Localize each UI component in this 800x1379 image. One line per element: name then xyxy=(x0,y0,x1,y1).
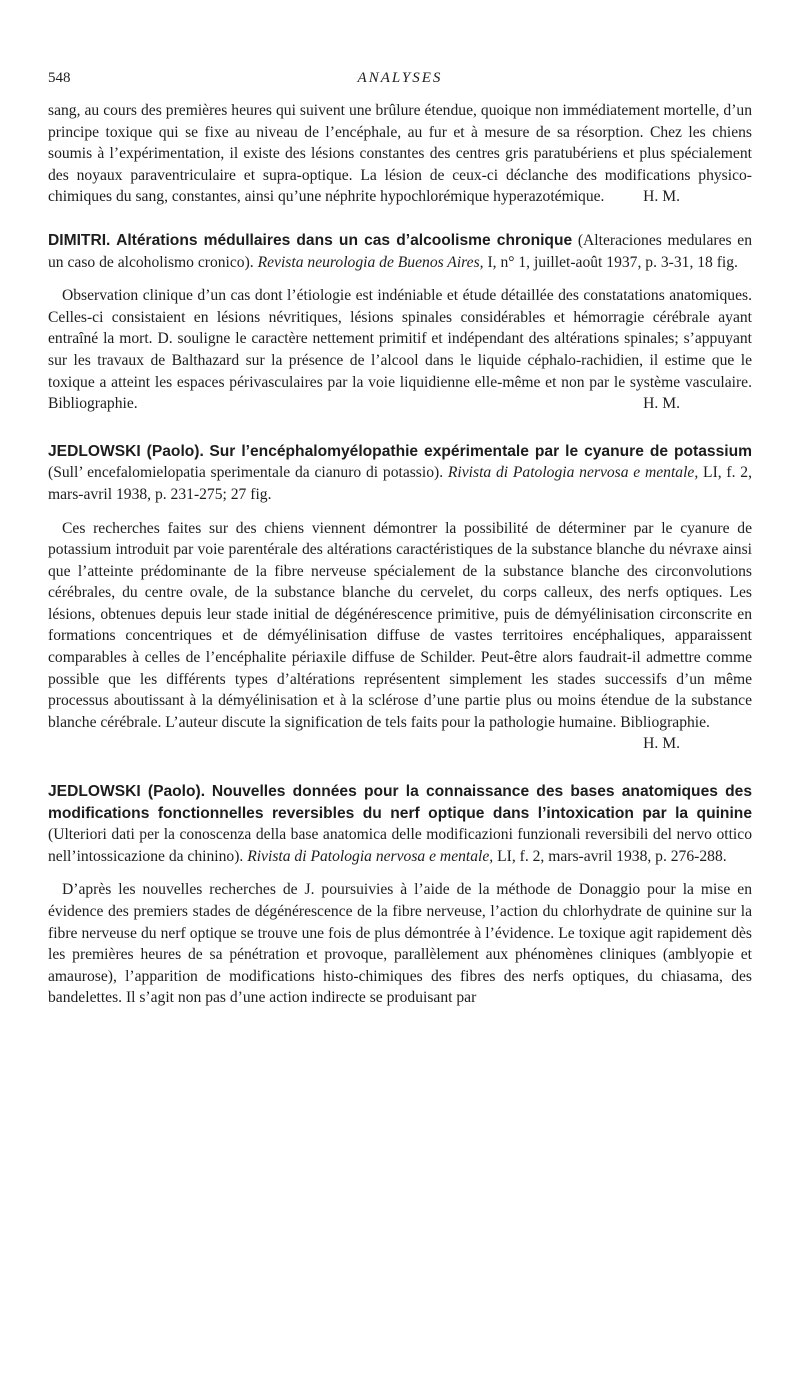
article-author: DIMITRI. xyxy=(48,231,111,249)
article-original-title: (Sull’ encefalomielopatia sperimentale da cianuro di potassio). xyxy=(48,464,444,482)
article-title: Sur l’encéphalomyélopathie expérimentale par le cyanure de potassium xyxy=(209,442,752,460)
article-author: JEDLOWSKI (Paolo). xyxy=(48,783,206,801)
article-header xyxy=(48,230,752,273)
article-signature: H. M. xyxy=(643,395,680,413)
article-body-text: D’après les nouvelles recherches de J. poursuivies à l’aide de la méthode de Donaggio pour la mise en évidence des premiers stades de dégénérescence de la fibre nerveuse, l’action du chlorhydrate de quinine sur la fibre nerveuse du nerf optique se trouve une fois de plus démontrée à l’évidence. Le toxique agit rapidement dès les premières heures de sa pénétration et provoque, parallèlement aux phénomènes cliniques (amblyopie et amaurose), l’apparition de modifications histo-chimiques des fibres des nerfs optiques, du chiasama, des bandelettes. Il s’agit non pas d’une action indirecte se produisant par xyxy=(48,881,752,1007)
article-author: JEDLOWSKI (Paolo). xyxy=(48,442,204,460)
article-header xyxy=(48,781,752,867)
running-head xyxy=(48,70,752,92)
article-original-title: (Alteraciones medulares en un caso de alcoholismo cronico). xyxy=(48,231,752,271)
article-journal: Rivista di Patologia nervosa e mentale, xyxy=(447,464,699,482)
continued-review-text: sang, au cours des premières heures qui suivent une brûlure étendue, quoique non immédiatement mortelle, d’un principe toxique qui se fixe au niveau de l’encéphale, au fur et à mesure de sa résorption. Chez les chiens soumis à l’expérimentation, il existe des lésions constantes des centres gris paratubériens et plus spécialement des noyaux paraventriculaire et supra-optique. La lésion de ceux-ci déclanche des modifications physico-chimiques du sang, constantes, ainsi qu’une néphrite hypochlorémique hyperazotémique. xyxy=(48,102,752,206)
article-journal: Rivista di Patologia nervosa e mentale, xyxy=(247,847,494,865)
article-body xyxy=(48,879,752,1009)
review-article xyxy=(48,441,752,755)
article-body-text: Observation clinique d’un cas dont l’étiologie est indéniable et étude détaillée des constatations anatomiques. Celles-ci consistaient en lésions névritiques, lésions spinales considérables et hémorragie cérébrale ayant entraîné la mort. D. souligne le caractère nettement primitif et indépendant des altérations spinales; s’appuyant sur les travaux de Balthazard sur la présence de l’alcool dans le liquide céphalo-rachidien, il estime que le toxique a atteint les espaces périvasculaires par la voie liquidienne elle-même et non par le système vasculaire. Bibliographie. xyxy=(48,287,752,413)
article-journal: Revista neurologia de Buenos Aires, xyxy=(257,253,484,271)
running-title: ANALYSES xyxy=(357,70,443,86)
article-citation: LI, f. 2, mars-avril 1938, p. 276-288. xyxy=(497,847,727,865)
review-article xyxy=(48,230,752,415)
article-citation: I, n° 1, juillet-août 1937, p. 3-31, 18 fig. xyxy=(487,253,738,271)
continued-review xyxy=(48,100,752,208)
article-body xyxy=(48,518,752,753)
article-original-title: (Ulteriori dati per la conoscenza della base anatomica delle modificazioni funzionali reversibili del nervo ottico nell’intossicazione da chinino). xyxy=(48,826,752,865)
article-title: Altérations médullaires dans un cas d’alcoolisme chronique xyxy=(116,231,573,249)
article-title: Nouvelles données pour la connaissance des bases anatomiques des modifications fonctionnelles reversibles du nerf optique dans l’intoxication par la quinine xyxy=(48,783,752,822)
article-body xyxy=(48,285,752,415)
article-header xyxy=(48,441,752,506)
article-body-text: Ces recherches faites sur des chiens viennent démontrer la possibilité de déterminer par le cyanure de potassium introduit par voie parentérale des altérations caractéristiques de la substance blanche du névraxe ainsi que l’atteinte prédominante de la fibre nerveuse spécialement de la substance blanche des circonvolutions cérébrales, du centre ovale, de la substance blanche du cervelet, du corps calleux, des nerfs optiques. Les lésions, obtenues depuis leur stade initial de dégénérescence primitive, puis de démyélinisation circonscrite en formations concentriques et de démyélinisation diffuse de vastes territoires encéphaliques, apparaissent comparables à celles de l’encéphalite périaxile diffuse de Schilder. Peut-être alors faudrait-il admettre comme possible que les différents types d’altérations représentent simplement les stades successifs d’un même processus aboutissant à la démyélinisation et à la sclérose d’une partie plus ou moins étendue de la substance blanche cérébrale. L’auteur discute la signification de tels faits pour la pathologie humaine. Bibliographie. xyxy=(48,519,752,731)
article-signature: H. M. xyxy=(643,735,680,753)
review-article xyxy=(48,781,752,1009)
article-citation: LI, f. 2, mars-avril 1938, p. 231-275; 27 fig. xyxy=(48,464,752,503)
page-number: 548 xyxy=(48,70,71,86)
page-content xyxy=(48,100,752,1009)
review-signature: H. M. xyxy=(643,188,680,206)
